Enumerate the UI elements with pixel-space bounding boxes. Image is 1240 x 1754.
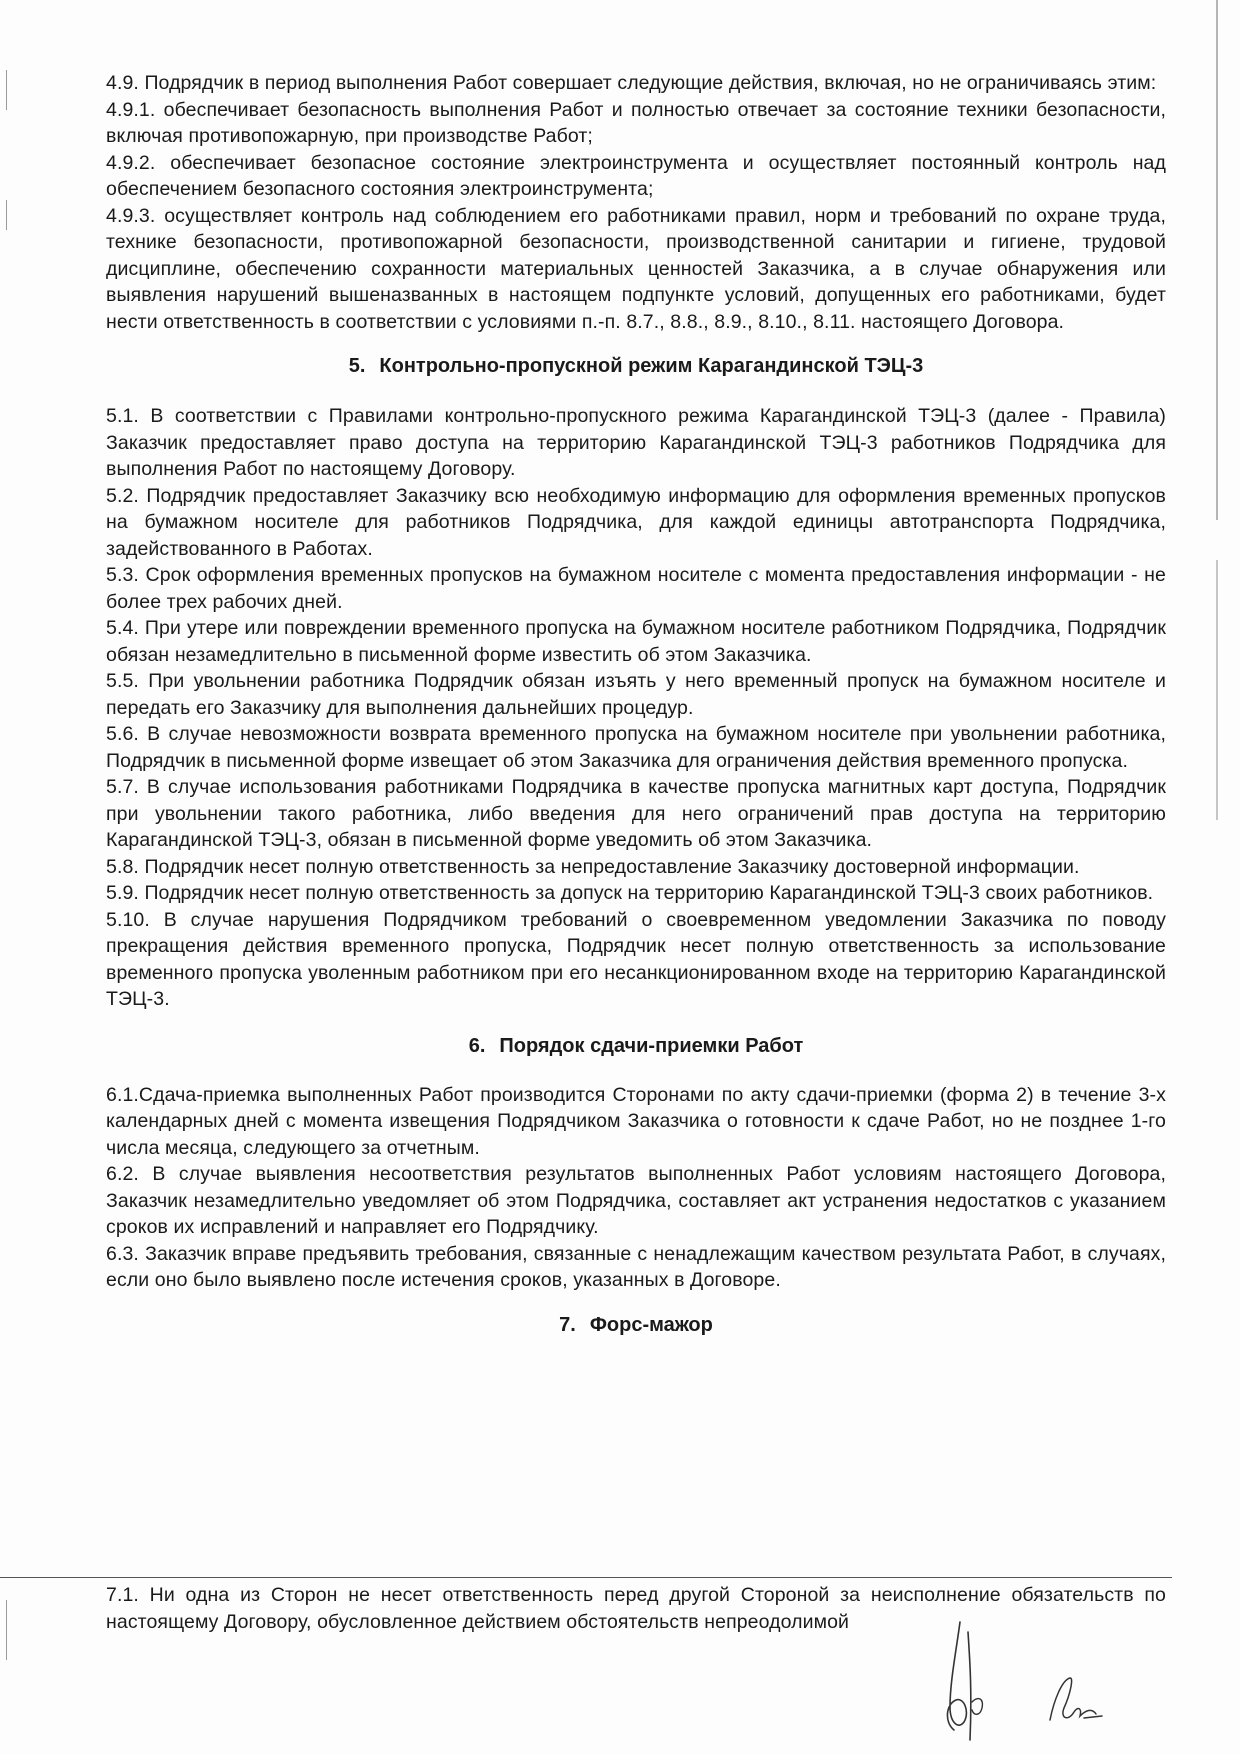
clause-5-6: 5.6. В случае невозможности возврата временного пропуска на бумажном носителе при увольнении работника, Подрядчик в письменной форме извещает об этом Заказчика для ограничения действия временного пропуска. xyxy=(106,723,1166,772)
section-6-number: 6. xyxy=(468,1034,486,1057)
clause-5-4: 5.4. При утере или повреждении временного пропуска на бумажном носителе работником Подрядчика, Подрядчик обязан незамедлительно в письменной форме известить об этом Заказчика. xyxy=(106,617,1166,666)
clause-5-3: 5.3. Срок оформления временных пропусков на бумажном носителе с момента предоставления информации - не более трех рабочих дней. xyxy=(106,564,1166,613)
scan-edge-mark xyxy=(1216,0,1218,520)
clause-5-8: 5.8. Подрядчик несет полную ответственность за непредоставление Заказчику достоверной информации. xyxy=(106,855,1080,878)
clause-6-1: 6.1.Сдача-приемка выполненных Работ производится Сторонами по акту сдачи-приемки (форма 2) в течение 3-х календарных дней с момента извещения Подрядчиком Заказчика о готовности к сдаче Работ, но не позднее 1-го числа месяца, следующего за отчетным. xyxy=(106,1083,1166,1159)
clause-5-5: 5.5. При увольнении работника Подрядчик обязан изъять у него временный пропуск на бумажном носителе и передать его Заказчику для выполнения дальнейших процедур. xyxy=(106,670,1166,719)
section-5-heading xyxy=(106,355,1166,378)
clause-6-3: 6.3. Заказчик вправе предъявить требования, связанные с ненадлежащим качеством результата Работ, в случаях, если оно было выявлено после истечения сроков, указанных в Договоре. xyxy=(106,1242,1166,1291)
section-6-title: Порядок сдачи-приемки Работ xyxy=(499,1034,804,1057)
clause-4-9: 4.9. Подрядчик в период выполнения Работ совершает следующие действия, включая, но не ограничиваясь этим: xyxy=(106,72,1157,94)
scan-edge-mark xyxy=(6,200,7,230)
section-7-heading xyxy=(106,1314,1166,1337)
section-5-title: Контрольно-пропускной режим Карагандинской ТЭЦ-3 xyxy=(379,355,924,377)
horizontal-divider xyxy=(0,1577,1172,1578)
signature-mark xyxy=(920,1612,1010,1742)
clause-7-1: 7.1. Ни одна из Сторон не несет ответственность перед другой Стороной за неисполнение обязательств по настоящему Договору, обусловленное действием обстоятельств непреодолимой xyxy=(106,1584,1166,1633)
section-7-number: 7. xyxy=(559,1313,576,1336)
clause-5-2: 5.2. Подрядчик предоставляет Заказчику всю необходимую информацию для оформления временных пропусков на бумажном носителе для работников Подрядчика, для каждой единицы автотранспорта Подрядчика, задействованного в Работах. xyxy=(106,484,1166,560)
clause-5-7: 5.7. В случае использования работниками Подрядчика в качестве пропуска магнитных карт доступа, Подрядчик при увольнении такого работника, либо введения для него ограничений прав доступа на территорию Карагандинской ТЭЦ-3, обязан в письменной форме уведомить об этом Заказчика. xyxy=(106,776,1166,851)
scan-edge-mark xyxy=(6,1600,7,1660)
clause-4-9-3: 4.9.3. осуществляет контроль над соблюдением его работниками правил, норм и требований по охране труда, технике безопасности, противопожарной безопасности, производственной санитарии и гигиене, трудовой дисциплине, обеспечению сохранности материальных ценностей Заказчика, а в случае обнаружения или выявления нарушений вышеназванных в настоящем подпункте условий, допущенных его работниками, будет нести ответственность в соответствии с условиями п.-п. 8.7., 8.8., 8.9., 8.10., 8.11. настоящего Договора. xyxy=(106,204,1166,333)
clause-5-1: 5.1. В соответствии с Правилами контрольно-пропускного режима Карагандинской ТЭЦ-3 (далее - Правила) Заказчик предоставляет право доступа на территорию Карагандинской ТЭЦ-3 работников Подрядчика для выполнения Работ по настоящему Договору. xyxy=(106,405,1166,480)
section-5-number: 5. xyxy=(348,355,366,377)
clause-6-2: 6.2. В случае выявления несоответствия результатов выполненных Работ условиям настоящего Договора, Заказчик незамедлительно уведомляет об этом Подрядчика, составляет акт устранения недостатков с указанием сроков их исправлений и направляет его Подрядчику. xyxy=(106,1163,1166,1238)
clause-5-10: 5.10. В случае нарушения Подрядчиком требований о своевременном уведомлении Заказчика по поводу прекращения действия временного пропуска, Подрядчик несет полную ответственность за использование временного пропуска уволенным работником при его несанкционированном входе на территорию Карагандинской ТЭЦ-3. xyxy=(106,908,1166,1010)
section-6-heading xyxy=(106,1035,1166,1058)
section-7-title: Форс-мажор xyxy=(589,1313,713,1336)
document-body xyxy=(106,70,1166,1337)
clause-4-9-2: 4.9.2. обеспечивает безопасное состояние электроинструмента и осуществляет постоянный контроль над обеспечением безопасного состояния электроинструмента; xyxy=(106,151,1166,200)
clause-5-9: 5.9. Подрядчик несет полную ответственность за допуск на территорию Карагандинской ТЭЦ-3 своих работников. xyxy=(106,882,1154,904)
scan-edge-mark xyxy=(1216,560,1218,820)
initials-mark xyxy=(1040,1660,1110,1740)
clause-4-9-1: 4.9.1. обеспечивает безопасность выполнения Работ и полностью отвечает за состояние техники безопасности, включая противопожарную, при производстве Работ; xyxy=(106,98,1166,147)
scan-edge-mark xyxy=(6,70,7,110)
